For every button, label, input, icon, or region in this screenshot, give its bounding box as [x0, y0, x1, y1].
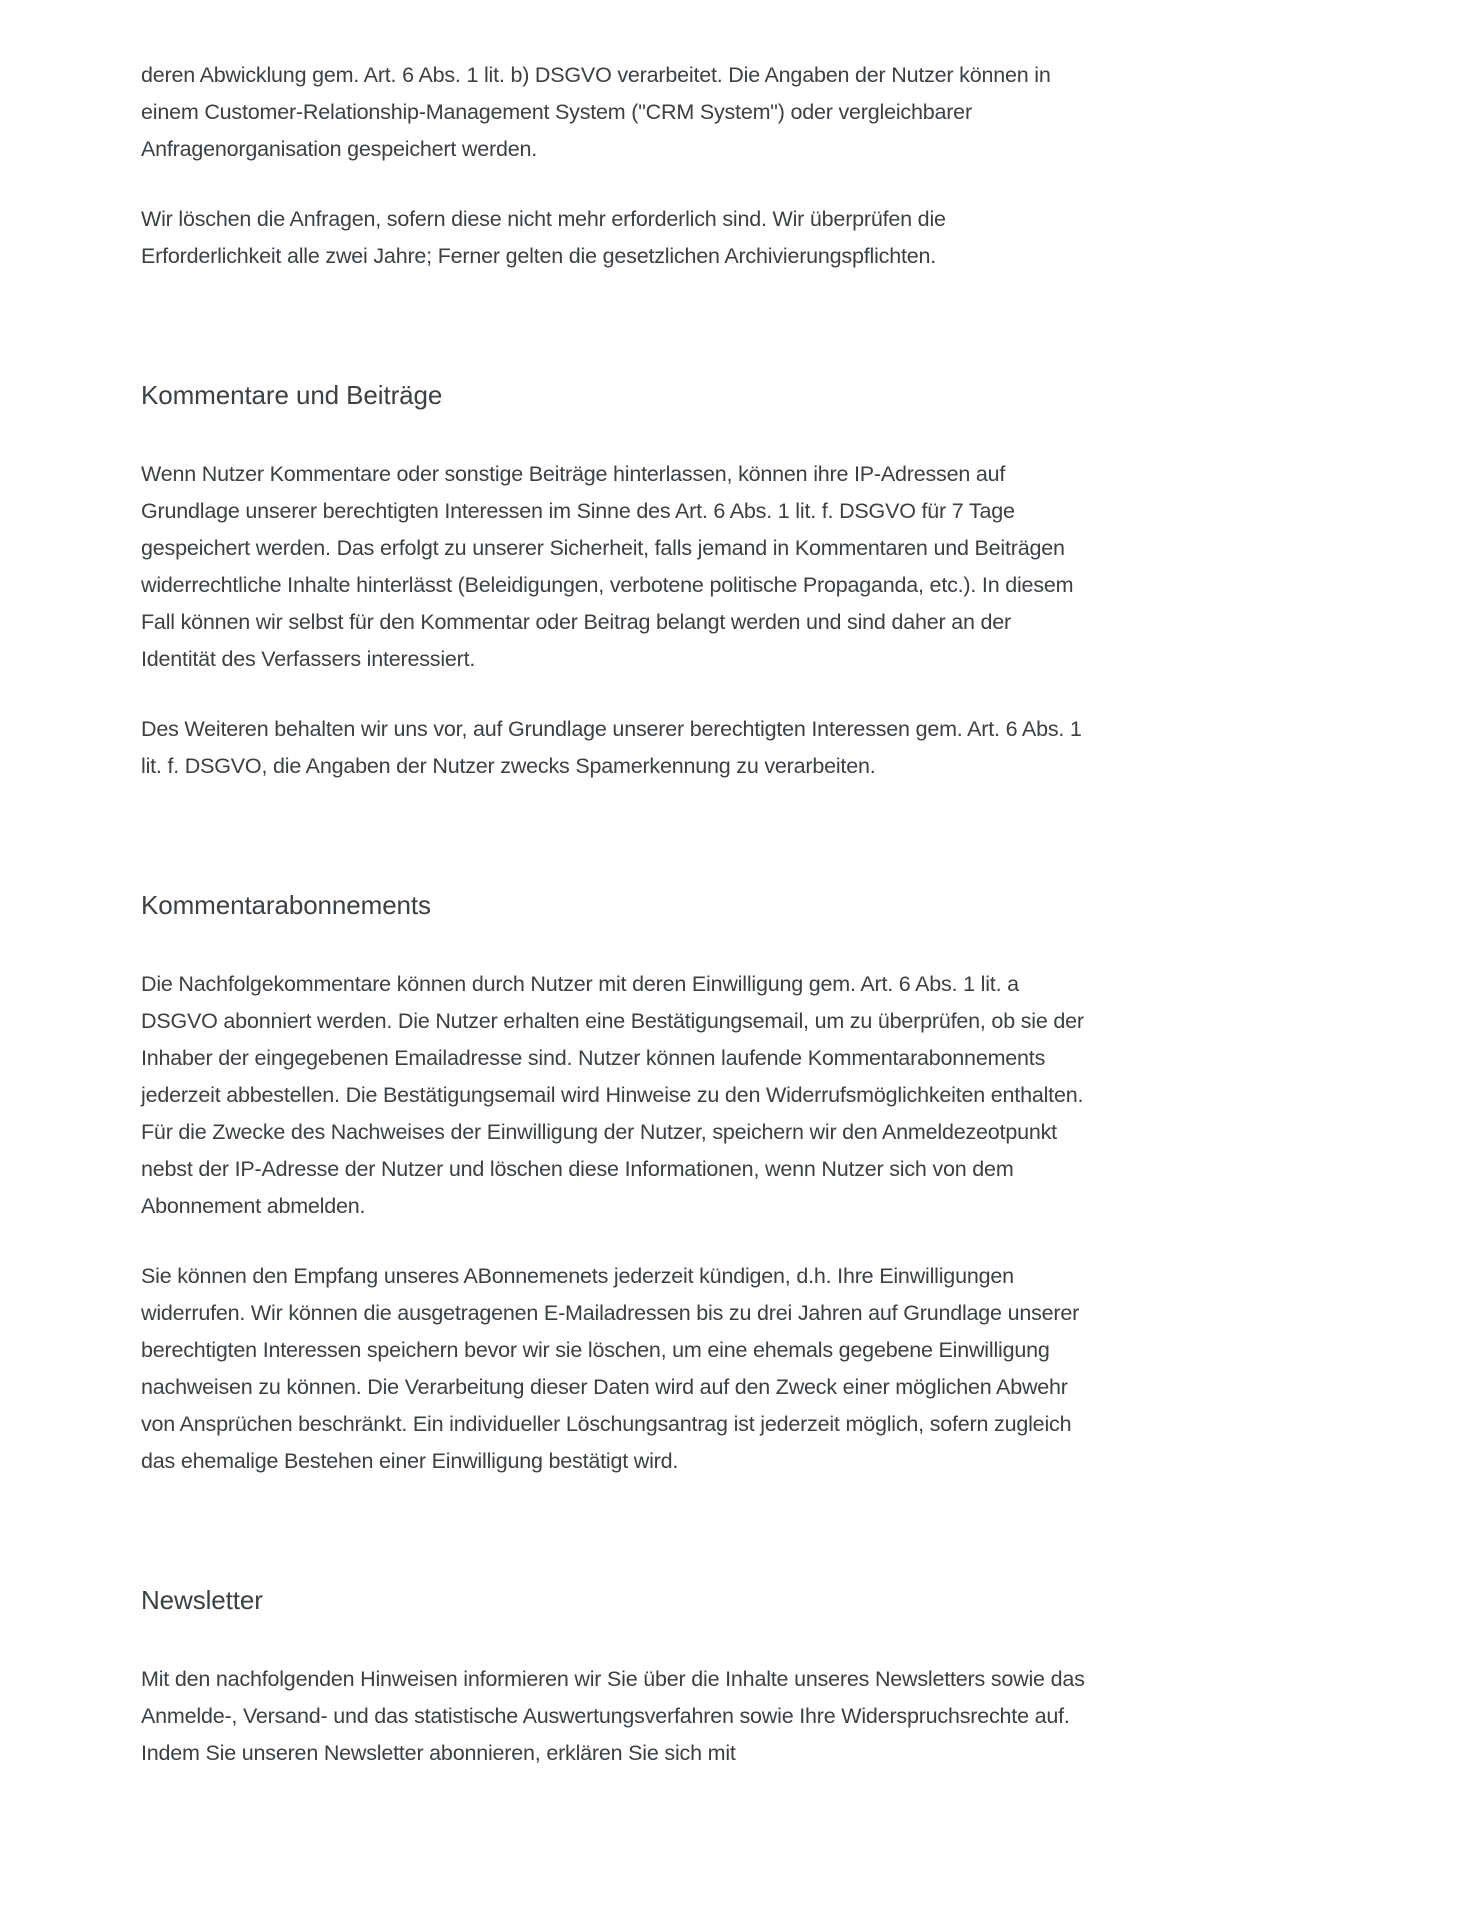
section-heading: Newsletter	[141, 1585, 263, 1615]
paragraph: Des Weiteren behalten wir uns vor, auf Grundlage unserer berechtigten Interessen gem. Art. 6 Abs. 1 lit. f. DSGVO, die Angaben der Nutzer zwecks Spamerkennung zu verarbeiten.	[141, 717, 1082, 778]
paragraph: Wenn Nutzer Kommentare oder sonstige Beiträge hinterlassen, können ihre IP-Adressen auf Grundlage unserer berechtigten Interessen im Sinne des Art. 6 Abs. 1 lit. f. DSGVO für 7 Tage gespeichert werden. Das erfolgt zu unserer Sicherheit, falls jemand in Kommentaren und Beiträgen widerrechtliche Inhalte hinterlässt (Beleidigungen, verbotene politische Propaganda, etc.). In diesem Fall können wir selbst für den Kommentar oder Beitrag belangt werden und sind daher an der Identität des Verfassers interessiert.	[141, 462, 1074, 671]
paragraph: deren Abwicklung gem. Art. 6 Abs. 1 lit. b) DSGVO verarbeitet. Die Angaben der Nutzer können in einem Customer-Relationship-Management System ("CRM System") oder vergleichbarer Anfragenorganisation gespeichert werden.	[141, 63, 1051, 161]
privacy-policy-text	[141, 57, 1089, 1772]
paragraph: Wir löschen die Anfragen, sofern diese nicht mehr erforderlich sind. Wir überprüfen die Erforderlichkeit alle zwei Jahre; Ferner gelten die gesetzlichen Archivierungspflichten.	[141, 207, 946, 268]
section-heading: Kommentarabonnements	[141, 890, 431, 920]
paragraph: Mit den nachfolgenden Hinweisen informieren wir Sie über die Inhalte unseres Newsletters sowie das Anmelde-, Versand- und das statistische Auswertungsverfahren sowie Ihre Widerspruchsrechte auf. Indem Sie unseren Newsletter abonnieren, erklären Sie sich mit	[141, 1667, 1085, 1765]
paragraph: Sie können den Empfang unseres ABonnemenets jederzeit kündigen, d.h. Ihre Einwilligungen widerrufen. Wir können die ausgetragenen E-Mailadressen bis zu drei Jahren auf Grundlage unserer berechtigten Interessen speichern bevor wir sie löschen, um eine ehemals gegebene Einwilligung nachweisen zu können. Die Verarbeitung dieser Daten wird auf den Zweck einer möglichen Abwehr von Ansprüchen beschränkt. Ein individueller Löschungsantrag ist jederzeit möglich, sofern zugleich das ehemalige Bestehen einer Einwilligung bestätigt wird.	[141, 1264, 1080, 1473]
section-heading: Kommentare und Beiträge	[141, 380, 443, 410]
paragraph: Die Nachfolgekommentare können durch Nutzer mit deren Einwilligung gem. Art. 6 Abs. 1 lit. a DSGVO abonniert werden. Die Nutzer erhalten eine Bestätigungsemail, um zu überprüfen, ob sie der Inhaber der eingegebenen Emailadresse sind. Nutzer können laufende Kommentarabonnements jederzeit abbestellen. Die Bestätigungsemail wird Hinweise zu den Widerrufsmöglichkeiten enthalten. Für die Zwecke des Nachweises der Einwilligung der Nutzer, speichern wir den Anmeldezeotpunkt nebst der IP-Adresse der Nutzer und löschen diese Informationen, wenn Nutzer sich von dem Abonnement abmelden.	[141, 972, 1084, 1218]
